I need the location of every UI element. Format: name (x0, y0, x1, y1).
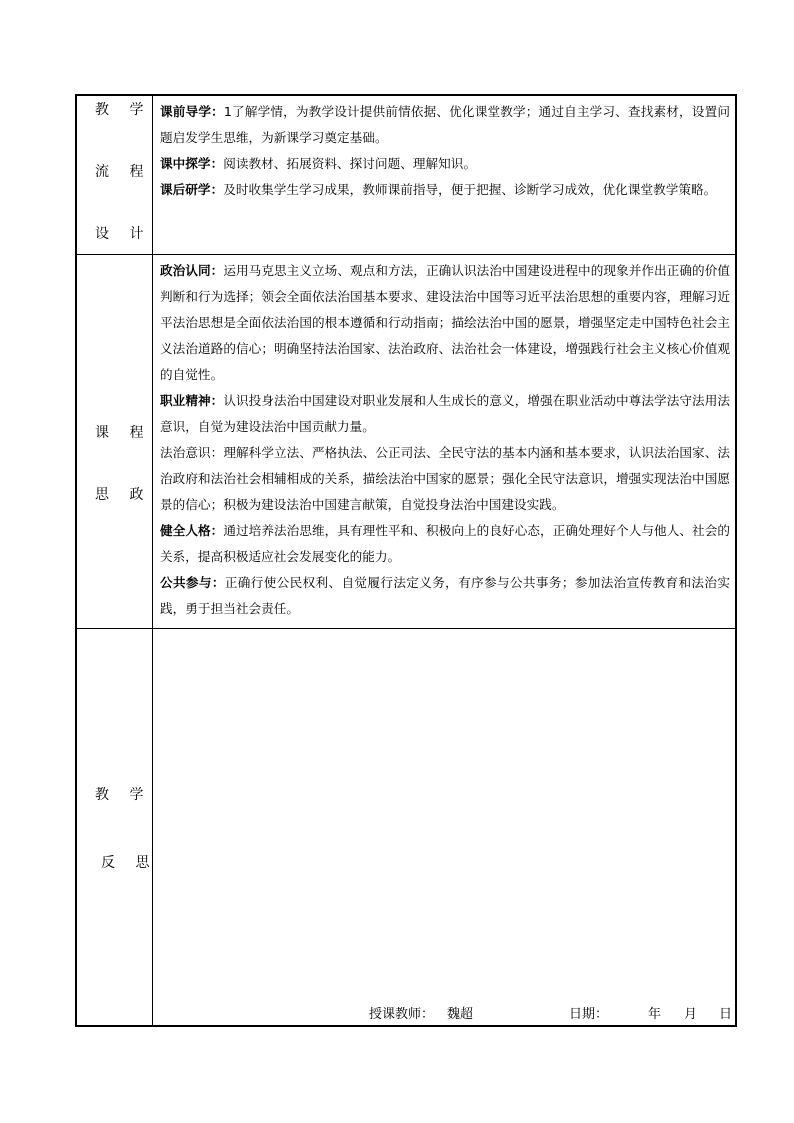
label-line: 教 学 (95, 787, 152, 803)
row-label-teaching-process (77, 96, 153, 254)
paragraph-title: 公共参与： (160, 575, 225, 590)
paragraph-title: 课中探学： (160, 156, 224, 171)
paragraph (160, 518, 730, 570)
date-month: 月 (684, 1007, 698, 1022)
paragraph (160, 151, 730, 177)
content-teaching-process (154, 96, 735, 254)
label-line: 课 程 (95, 425, 152, 441)
row-course-ideology (77, 254, 735, 628)
paragraph-title: 职业精神： (160, 393, 224, 408)
paragraph-title: 课前导学： (160, 104, 224, 119)
label-line: 流 程 (95, 164, 152, 180)
paragraph (160, 258, 730, 388)
teacher-name: 魏超 (447, 1007, 474, 1022)
paragraph (160, 388, 730, 440)
paragraph (160, 440, 730, 518)
date-year: 年 (648, 1007, 662, 1022)
label-line: 设 计 (95, 226, 152, 242)
paragraph-text: 认识投身法治中国建设对职业发展和人生成长的意义，增强在职业活动中尊法学法守法用法意识，自觉为建设法治中国贡献力量。 (160, 393, 731, 434)
row-teaching-process (77, 96, 735, 254)
paragraph-text: 1了解学情，为教学设计提供前情依据、优化课堂教学；通过自主学习、查找素材，设置问题启发学生思维，为新课学习奠定基础。 (160, 104, 730, 145)
paragraph-text: 及时收集学生学习成果，教师课前指导，便于把握、诊断学习成效，优化课堂教学策略。 (223, 182, 717, 197)
date-day: 日 (719, 1007, 733, 1022)
paragraph (160, 99, 730, 151)
label-line: 思 政 (95, 487, 152, 503)
row-teaching-reflection (77, 628, 735, 1025)
paragraph-text: 理解科学立法、严格执法、公正司法、全民守法的基本内涵和基本要求，认识法治国家、法治政府和法治社会相辅相成的关系，描绘法治中国家的愿景；强化全民守法意识，增强实现法治中国愿景的信心；积极为建设法治中国建言献策，自觉投身法治中国建设实践。 (160, 445, 731, 512)
row-label-teaching-reflection (77, 629, 158, 1025)
teacher-label: 授课教师： (369, 1007, 435, 1022)
date-label: 日期： (569, 1007, 609, 1022)
paragraph (160, 570, 730, 622)
content-teaching-reflection (154, 629, 735, 1025)
label-line: 教 学 (95, 102, 152, 118)
signature-footer (154, 997, 735, 1025)
paragraph-text: 正确行使公民权利、自觉履行法定义务，有序参与公共事务；参加法治宣传教育和法治实践，勇于担当社会责任。 (160, 575, 731, 616)
paragraph (160, 177, 730, 203)
paragraph-title: 健全人格： (160, 523, 224, 538)
paragraph-title: 法治意识： (160, 445, 224, 460)
paragraph-title: 政治认同： (160, 263, 224, 278)
lesson-plan-table (75, 94, 737, 1027)
label-line: 反 思 (101, 855, 158, 871)
content-course-ideology (154, 255, 735, 628)
paragraph-text: 运用马克思主义立场、观点和方法，正确认识法治中国建设进程中的现象并作出正确的价值判断和行为选择；领会全面依法治国基本要求、建设法治中国等习近平法治思想的重要内容，理解习近平法治思想是全面依法治国的根本遵循和行动指南；描绘法治中国的愿景，增强坚定走中国特色社会主义法治道路的信心；明确坚持法治国家、法治政府、法治社会一体建设，增强践行社会主义核心价值观的自觉性。 (160, 263, 731, 382)
paragraph-text: 通过培养法治思维，具有理性平和、积极向上的良好心态，正确处理好个人与他人、社会的关系，提高积极适应社会发展变化的能力。 (160, 523, 731, 564)
row-label-course-ideology (77, 255, 153, 628)
paragraph-title: 课后研学： (160, 182, 224, 197)
paragraph-text: 阅读教材、拓展资料、探讨问题、理解知识。 (223, 156, 477, 171)
